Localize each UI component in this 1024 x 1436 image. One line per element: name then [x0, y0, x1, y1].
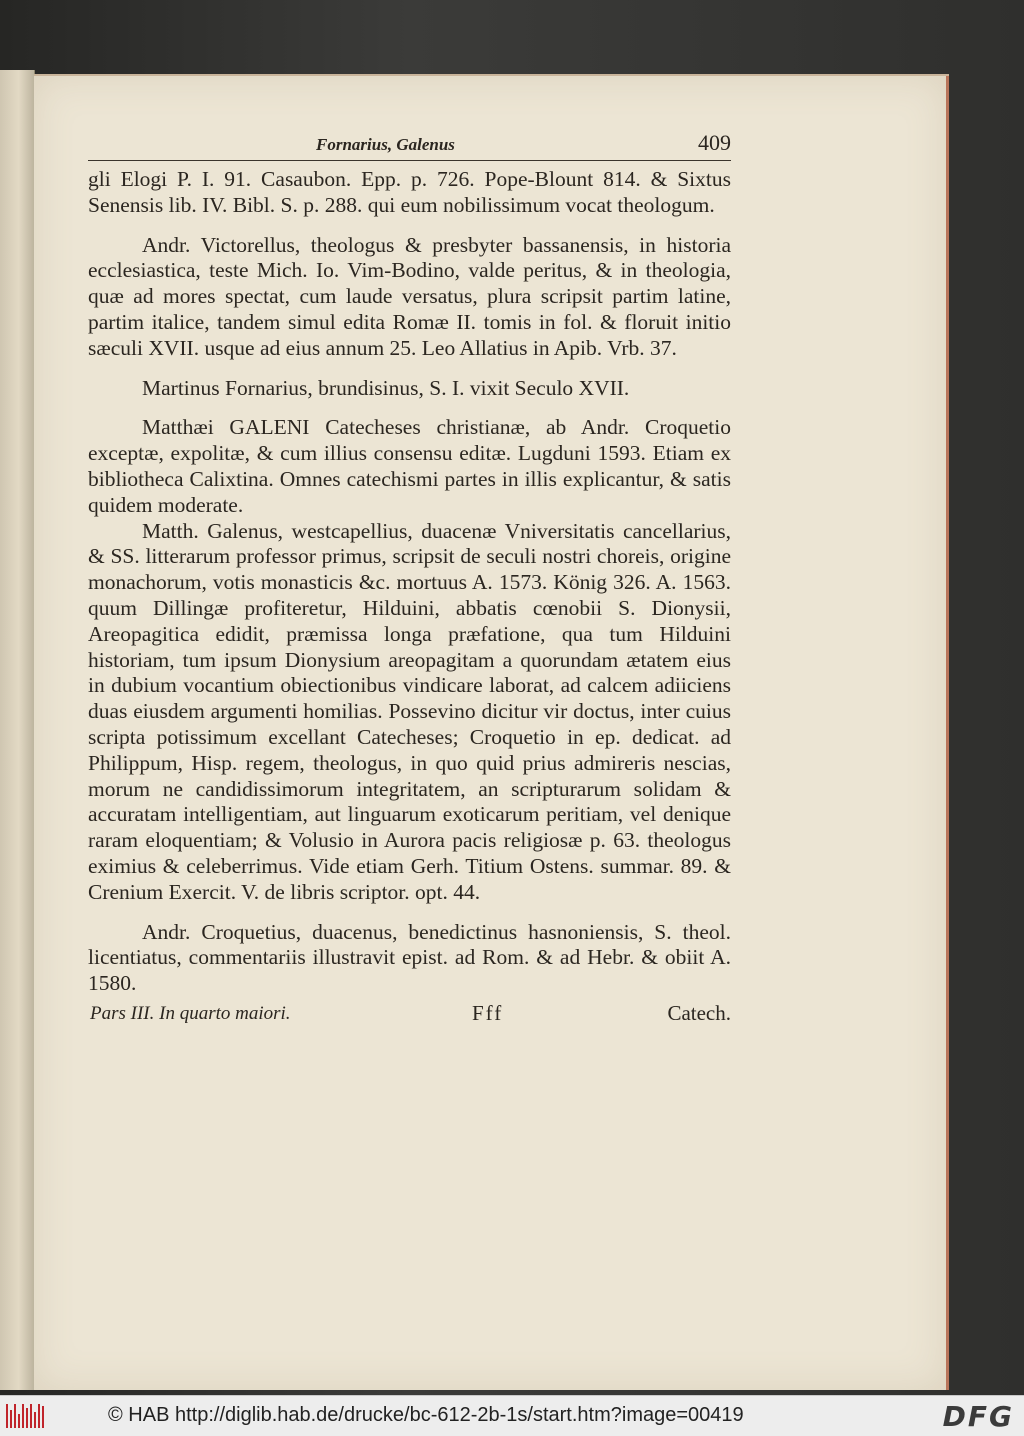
paragraph-fornarius: Martinus Fornarius, brundisinus, S. I. vixit Seculo XVII. [142, 375, 630, 400]
page-footer [88, 1001, 731, 1029]
page-header [88, 130, 731, 160]
header-rule [88, 160, 731, 161]
paragraph-galenus: Matth. Galenus, westcapellius, duacenæ Vniversitatis cancellarius, & SS. litterarum professor primus, scripsit de seculi nostri choreis, origine monachorum, votis monasticis &c. mortuus A. 1573. König 326. A. 1563. quum Dillingæ profiteretur, Hilduini, abbatis cœnobii S. Dionysii, Areopagitica edidit, præmissa longa præfatione, qua tum Hilduini historiam, tum ipsum Dionysium areopagitam a quorundam ætatem eius in dubium vocantium obiectionibus vindicare laborat, ad calcem adiiciens duas eiusdem argumenti homilias. Possevino dicitur vir doctus, inter cuius scripta potissimum excellant Catecheses; Croquetio in ep. dedicat. ad Philippum, Hisp. regem, theologus, in quo quid prius admireris nescias, morum ne candidissimorum integritatem, an scripturarum solidam & accuratam intelligentiam, aut linguarum exoticarum peritiam, vel denique raram eloquentiam; & Volusio in Aurora pacis religiosæ p. 63. theologus eximius & celeberrimus. Vide etiam Gerh. Titium Ostens. summar. 89. & Crenium Exercit. V. de libris scriptor. opt. 44. [88, 518, 731, 904]
paragraph-victorellus: Andr. Victorellus, theologus & presbyter bassanensis, in historia ecclesiastica, teste Mich. Io. Vim-Bodino, valde peritus, & in theologia, quæ ad mores spectat, cum laude versatus, plura scripsit partim latine, partim italice, tandem simul edita Romæ II. tomis in fol. & floruit initio sæculi XVII. usque ad eius annum 25. Leo Allatius in Apib. Vrb. 37. [88, 232, 731, 360]
paragraph-galeni-catecheses: Matthæi GALENI Catecheses christianæ, ab Andr. Croquetio exceptæ, expolitæ, & cum illius consensu editæ. Lugduni 1593. Etiam ex bibliotheca Calixtina. Omnes catechismi partes in illis explicantur, & satis quidem moderate. [88, 415, 731, 517]
paragraph-continuation: gli Elogi P. I. 91. Casaubon. Epp. p. 726. Pope-Blount 814. & Sixtus Senensis lib. IV. Bibl. S. p. 288. qui eum nobilissimum vocat theologum. [88, 167, 731, 217]
dfg-logo[interactable]: DFG [942, 1400, 1014, 1433]
footer-signature: Pars III. In quarto maiori. [90, 1002, 291, 1024]
facing-page-edge [0, 70, 35, 1390]
page-text-block [88, 130, 731, 1029]
hab-barcode-logo-icon[interactable] [6, 1404, 48, 1428]
copyright-url-link[interactable]: © HAB http://diglib.hab.de/drucke/bc-612-2b-1s/start.htm?image=00419 [108, 1404, 744, 1426]
catchword: Catech. [667, 1000, 731, 1025]
paragraph-croquetius: Andr. Croquetius, duacenus, benedictinus hasnoniensis, S. theol. licentiatus, commentariis illustravit epist. ad Rom. & ad Hebr. & obiit A. 1580. [88, 919, 731, 996]
viewer-credit-bar [0, 1395, 1024, 1436]
gathering-mark: Fff [472, 1000, 504, 1025]
running-head: Fornarius, Galenus [316, 135, 455, 154]
page-number: 409 [698, 130, 731, 155]
